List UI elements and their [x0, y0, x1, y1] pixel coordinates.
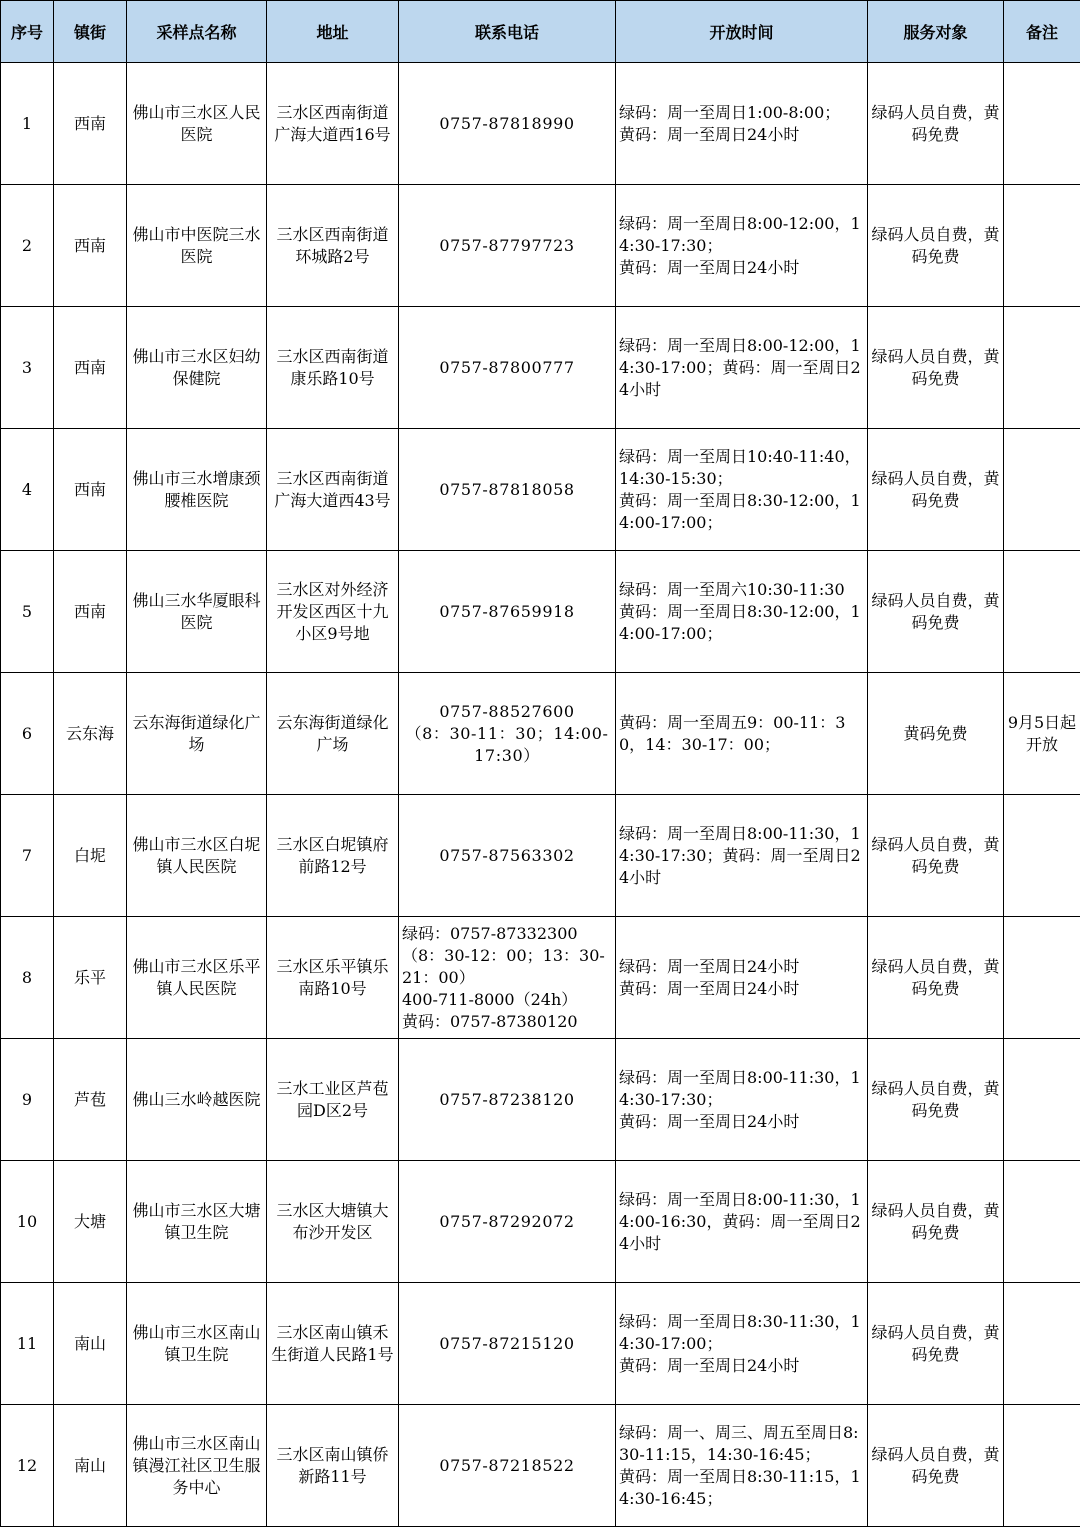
header-note: 备注 — [1004, 1, 1080, 63]
table-row — [1, 551, 1080, 673]
table-row — [1, 1161, 1080, 1283]
cell-note — [1004, 185, 1080, 307]
cell-service: 绿码人员自费，黄码免费 — [868, 551, 1004, 673]
table-row — [1, 673, 1080, 795]
cell-note — [1004, 307, 1080, 429]
cell-no: 2 — [1, 185, 54, 307]
cell-note — [1004, 429, 1080, 551]
cell-note — [1004, 551, 1080, 673]
cell-site-name: 云东海街道绿化广场 — [127, 673, 267, 795]
cell-phone: 0757-88527600 （8：30-11：30；14:00-17:30） — [399, 673, 616, 795]
cell-service: 绿码人员自费，黄码免费 — [868, 185, 1004, 307]
cell-address: 三水区乐平镇乐南路10号 — [267, 917, 399, 1039]
cell-no: 6 — [1, 673, 54, 795]
cell-service: 绿码人员自费，黄码免费 — [868, 1405, 1004, 1527]
cell-hours: 黄码：周一至周五9：00-11：30，14：30-17：00； — [616, 673, 868, 795]
cell-note — [1004, 917, 1080, 1039]
cell-site-name: 佛山市三水增康颈腰椎医院 — [127, 429, 267, 551]
cell-hours: 绿码：周一至周日10:40-11:40，14:30-15:30； 黄码：周一至周日8:30-12:00，14:00-17:00； — [616, 429, 868, 551]
header-address: 地址 — [267, 1, 399, 63]
cell-town: 白坭 — [54, 795, 127, 917]
cell-note — [1004, 1283, 1080, 1405]
cell-phone: 绿码：0757-87332300（8：30-12：00；13：30-21：00） 400-711-8000（24h） 黄码：0757-87380120 — [399, 917, 616, 1039]
cell-town: 西南 — [54, 63, 127, 185]
table-row — [1, 795, 1080, 917]
cell-town: 芦苞 — [54, 1039, 127, 1161]
cell-service: 绿码人员自费，黄码免费 — [868, 307, 1004, 429]
cell-town: 南山 — [54, 1405, 127, 1527]
cell-no: 10 — [1, 1161, 54, 1283]
header-hours: 开放时间 — [616, 1, 868, 63]
cell-address: 云东海街道绿化广场 — [267, 673, 399, 795]
cell-town: 西南 — [54, 185, 127, 307]
cell-address: 三水区西南街道康乐路10号 — [267, 307, 399, 429]
cell-site-name: 佛山三水岭越医院 — [127, 1039, 267, 1161]
cell-address: 三水工业区芦苞园D区2号 — [267, 1039, 399, 1161]
cell-hours: 绿码：周一至周日8:00-12:00，14:30-17:00；黄码：周一至周日24小时 — [616, 307, 868, 429]
cell-phone: 0757-87818990 — [399, 63, 616, 185]
cell-town: 西南 — [54, 307, 127, 429]
cell-site-name: 佛山市三水区白坭镇人民医院 — [127, 795, 267, 917]
cell-hours: 绿码：周一至周日8:30-11:30，14:30-17:00； 黄码：周一至周日24小时 — [616, 1283, 868, 1405]
table-row — [1, 429, 1080, 551]
cell-service: 绿码人员自费，黄码免费 — [868, 63, 1004, 185]
cell-town: 西南 — [54, 429, 127, 551]
header-site-name: 采样点名称 — [127, 1, 267, 63]
cell-note — [1004, 1161, 1080, 1283]
cell-address: 三水区对外经济开发区西区十九小区9号地 — [267, 551, 399, 673]
cell-no: 11 — [1, 1283, 54, 1405]
cell-site-name: 佛山市三水区大塘镇卫生院 — [127, 1161, 267, 1283]
cell-service: 绿码人员自费，黄码免费 — [868, 795, 1004, 917]
cell-town: 乐平 — [54, 917, 127, 1039]
cell-phone: 0757-87800777 — [399, 307, 616, 429]
cell-no: 1 — [1, 63, 54, 185]
cell-hours: 绿码：周一至周六10:30-11:30 黄码：周一至周日8:30-12:00，14:00-17:00； — [616, 551, 868, 673]
cell-phone: 0757-87292072 — [399, 1161, 616, 1283]
cell-town: 西南 — [54, 551, 127, 673]
cell-phone: 0757-87218522 — [399, 1405, 616, 1527]
cell-note: 9月5日起开放 — [1004, 673, 1080, 795]
cell-note — [1004, 1405, 1080, 1527]
cell-site-name: 佛山市三水区妇幼保健院 — [127, 307, 267, 429]
cell-service: 绿码人员自费，黄码免费 — [868, 429, 1004, 551]
cell-address: 三水区西南街道广海大道西16号 — [267, 63, 399, 185]
cell-address: 三水区南山镇禾生街道人民路1号 — [267, 1283, 399, 1405]
cell-phone: 0757-87563302 — [399, 795, 616, 917]
cell-address: 三水区大塘镇大布沙开发区 — [267, 1161, 399, 1283]
table-row — [1, 307, 1080, 429]
cell-service: 黄码免费 — [868, 673, 1004, 795]
header-no: 序号 — [1, 1, 54, 63]
header-row — [1, 1, 1080, 63]
cell-address: 三水区南山镇侨新路11号 — [267, 1405, 399, 1527]
cell-address: 三水区西南街道广海大道西43号 — [267, 429, 399, 551]
table-row — [1, 1405, 1080, 1527]
header-phone: 联系电话 — [399, 1, 616, 63]
cell-hours: 绿码：周一至周日8:00-12:00，14:30-17:30； 黄码：周一至周日24小时 — [616, 185, 868, 307]
cell-hours: 绿码：周一至周日8:00-11:30，14:30-17:30；黄码：周一至周日24小时 — [616, 795, 868, 917]
cell-no: 12 — [1, 1405, 54, 1527]
header-service: 服务对象 — [868, 1, 1004, 63]
cell-hours: 绿码：周一至周日24小时 黄码：周一至周日24小时 — [616, 917, 868, 1039]
cell-hours: 绿码：周一至周日8:00-11:30，14:30-17:30； 黄码：周一至周日24小时 — [616, 1039, 868, 1161]
cell-phone: 0757-87659918 — [399, 551, 616, 673]
header-town: 镇街 — [54, 1, 127, 63]
cell-phone: 0757-87238120 — [399, 1039, 616, 1161]
cell-site-name: 佛山市三水区南山镇卫生院 — [127, 1283, 267, 1405]
cell-town: 南山 — [54, 1283, 127, 1405]
cell-no: 4 — [1, 429, 54, 551]
cell-site-name: 佛山市三水区人民医院 — [127, 63, 267, 185]
cell-no: 8 — [1, 917, 54, 1039]
cell-phone: 0757-87797723 — [399, 185, 616, 307]
cell-site-name: 佛山市中医院三水医院 — [127, 185, 267, 307]
cell-phone: 0757-87818058 — [399, 429, 616, 551]
cell-hours: 绿码：周一至周日8:00-11:30，14:00-16:30，黄码：周一至周日24小时 — [616, 1161, 868, 1283]
cell-phone: 0757-87215120 — [399, 1283, 616, 1405]
cell-note — [1004, 795, 1080, 917]
cell-address: 三水区西南街道环城路2号 — [267, 185, 399, 307]
cell-no: 9 — [1, 1039, 54, 1161]
cell-service: 绿码人员自费，黄码免费 — [868, 1161, 1004, 1283]
cell-town: 云东海 — [54, 673, 127, 795]
cell-note — [1004, 1039, 1080, 1161]
cell-site-name: 佛山市三水区乐平镇人民医院 — [127, 917, 267, 1039]
cell-site-name: 佛山三水华厦眼科医院 — [127, 551, 267, 673]
cell-service: 绿码人员自费，黄码免费 — [868, 1039, 1004, 1161]
cell-address: 三水区白坭镇府前路12号 — [267, 795, 399, 917]
cell-site-name: 佛山市三水区南山镇漫江社区卫生服务中心 — [127, 1405, 267, 1527]
cell-no: 5 — [1, 551, 54, 673]
cell-no: 7 — [1, 795, 54, 917]
cell-no: 3 — [1, 307, 54, 429]
cell-town: 大塘 — [54, 1161, 127, 1283]
cell-hours: 绿码：周一至周日1:00-8:00； 黄码：周一至周日24小时 — [616, 63, 868, 185]
table-row — [1, 917, 1080, 1039]
table-row — [1, 185, 1080, 307]
cell-service: 绿码人员自费，黄码免费 — [868, 917, 1004, 1039]
cell-service: 绿码人员自费，黄码免费 — [868, 1283, 1004, 1405]
cell-hours: 绿码：周一、周三、周五至周日8:30-11:15，14:30-16:45； 黄码：周一至周日8:30-11:15，14:30-16:45； — [616, 1405, 868, 1527]
table-row — [1, 63, 1080, 185]
table-row — [1, 1039, 1080, 1161]
table-row — [1, 1283, 1080, 1405]
cell-note — [1004, 63, 1080, 185]
